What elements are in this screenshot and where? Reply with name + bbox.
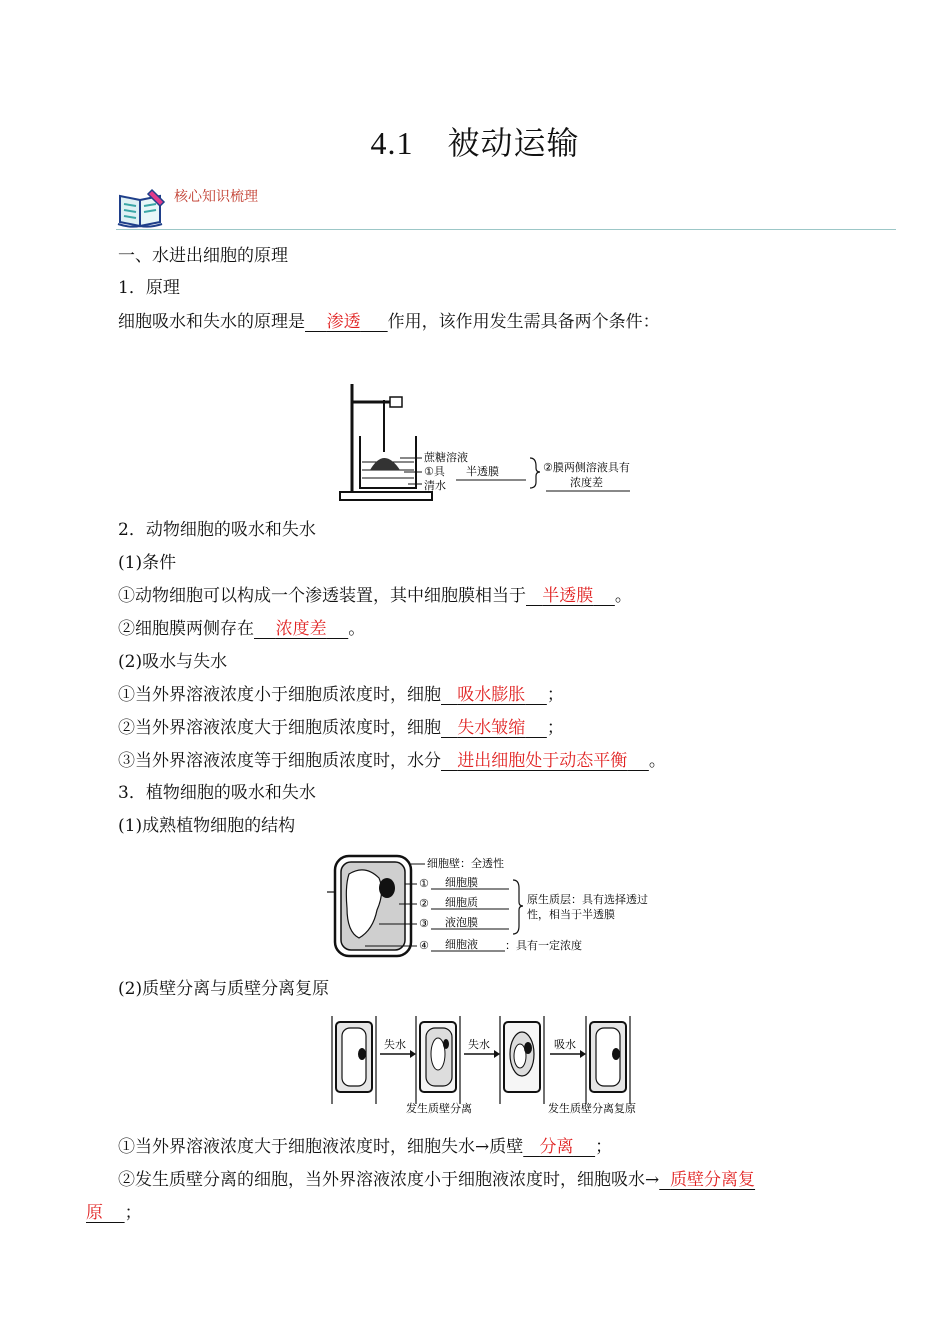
cell-slight bbox=[416, 1016, 460, 1104]
arrow-label-2: 失水 bbox=[468, 1038, 490, 1051]
label-membrane-prefix: ①具 bbox=[424, 465, 445, 478]
svg-text:③: ③ bbox=[419, 917, 429, 930]
section-heading: 3．植物细胞的吸水和失水 bbox=[118, 783, 316, 803]
plasmolysis-figure bbox=[328, 1014, 648, 1120]
svg-text:②: ② bbox=[419, 897, 429, 910]
paragraph: ②发生质壁分离的细胞，当外界溶液浓度小于细胞液浓度时，细胞吸水→ 质壁分离复 bbox=[118, 1170, 756, 1190]
page-title bbox=[0, 118, 950, 164]
osmosis-apparatus-figure bbox=[338, 378, 648, 503]
paragraph: ③当外界溶液浓度等于细胞质浓度时，水分 进出细胞处于动态平衡 。 bbox=[118, 751, 666, 771]
plant-cell-structure-figure bbox=[325, 852, 665, 962]
arrow-label-1: 失水 bbox=[384, 1038, 406, 1051]
label-concentration-diff: 浓度差 bbox=[570, 476, 603, 489]
subheading: (2)吸水与失水 bbox=[118, 652, 228, 672]
notebook-icon bbox=[116, 186, 170, 228]
answer-blank: 质壁分离复 bbox=[670, 1170, 756, 1190]
label-cell-membrane: 细胞膜 bbox=[445, 876, 478, 889]
label-cytoplasm: 细胞质 bbox=[445, 896, 478, 909]
label-tonoplast: 液泡膜 bbox=[445, 916, 478, 929]
svg-text:：具有一定浓度: ：具有一定浓度 bbox=[505, 939, 582, 952]
section-banner bbox=[116, 182, 896, 234]
svg-text:性，相当于半透膜: 性，相当于半透膜 bbox=[527, 908, 615, 921]
paragraph: ①当外界溶液浓度小于细胞质浓度时，细胞 吸水膨胀 ； bbox=[118, 685, 564, 705]
arrow-label-3: 吸水 bbox=[554, 1038, 576, 1051]
cell-recovered bbox=[586, 1016, 630, 1104]
cell-normal bbox=[332, 1016, 376, 1104]
answer-blank: 原 bbox=[86, 1203, 103, 1223]
svg-text:①: ① bbox=[419, 877, 429, 890]
caption-deplasmolysis: 发生质壁分离复原 bbox=[548, 1102, 636, 1115]
label-protoplast-layer: 原生质层：具有选择透过 bbox=[527, 893, 648, 906]
cell-strong bbox=[500, 1016, 544, 1104]
title-number: 4.1 bbox=[370, 125, 414, 161]
paragraph: ①当外界溶液浓度大于细胞液浓度时，细胞失水→质壁 分离 ； bbox=[118, 1137, 613, 1157]
paragraph: 细胞吸水和失水的原理是 渗透 作用，该作用发生需具备两个条件： bbox=[118, 312, 660, 332]
svg-text:④: ④ bbox=[419, 939, 429, 952]
label-water: 清水 bbox=[424, 479, 446, 492]
title-text: 被动运输 bbox=[447, 124, 580, 162]
answer-blank: 吸水膨胀 bbox=[457, 685, 526, 705]
paragraph: ②细胞膜两侧存在 浓度差 。 bbox=[118, 619, 366, 639]
answer-blank: 浓度差 bbox=[275, 619, 327, 639]
paragraph: ①动物细胞可以构成一个渗透装置，其中细胞膜相当于 半透膜 。 bbox=[118, 586, 632, 606]
answer-blank: 进出细胞处于动态平衡 bbox=[457, 751, 628, 771]
answer-blank: 渗透 bbox=[326, 312, 361, 332]
caption-plasmolysis: 发生质壁分离 bbox=[406, 1102, 472, 1115]
banner-label: 核心知识梳理 bbox=[174, 189, 258, 205]
label-membrane: 半透膜 bbox=[466, 465, 499, 478]
answer-blank: 失水皱缩 bbox=[457, 718, 526, 738]
subheading: (1)条件 bbox=[118, 553, 177, 573]
section-heading: 一、水进出细胞的原理 bbox=[118, 246, 288, 266]
section-heading: 2．动物细胞的吸水和失水 bbox=[118, 520, 316, 540]
label-sucrose: 蔗糖溶液 bbox=[424, 451, 468, 464]
paragraph: ②当外界溶液浓度大于细胞质浓度时，细胞 失水皱缩 ； bbox=[118, 718, 564, 738]
subheading: (2)质壁分离与质壁分离复原 bbox=[118, 979, 330, 999]
subheading: (1)成熟植物细胞的结构 bbox=[118, 816, 296, 836]
label-cell-wall: 细胞壁：全透性 bbox=[427, 857, 504, 870]
label-condition2: ②膜两侧溶液具有 bbox=[543, 461, 630, 474]
answer-blank: 半透膜 bbox=[542, 586, 594, 606]
banner-rule bbox=[116, 229, 896, 230]
subheading: 1．原理 bbox=[118, 278, 180, 298]
label-cell-sap: 细胞液 bbox=[445, 938, 478, 951]
paragraph-continued: 原 ； bbox=[86, 1203, 142, 1223]
answer-blank: 分离 bbox=[539, 1137, 574, 1157]
